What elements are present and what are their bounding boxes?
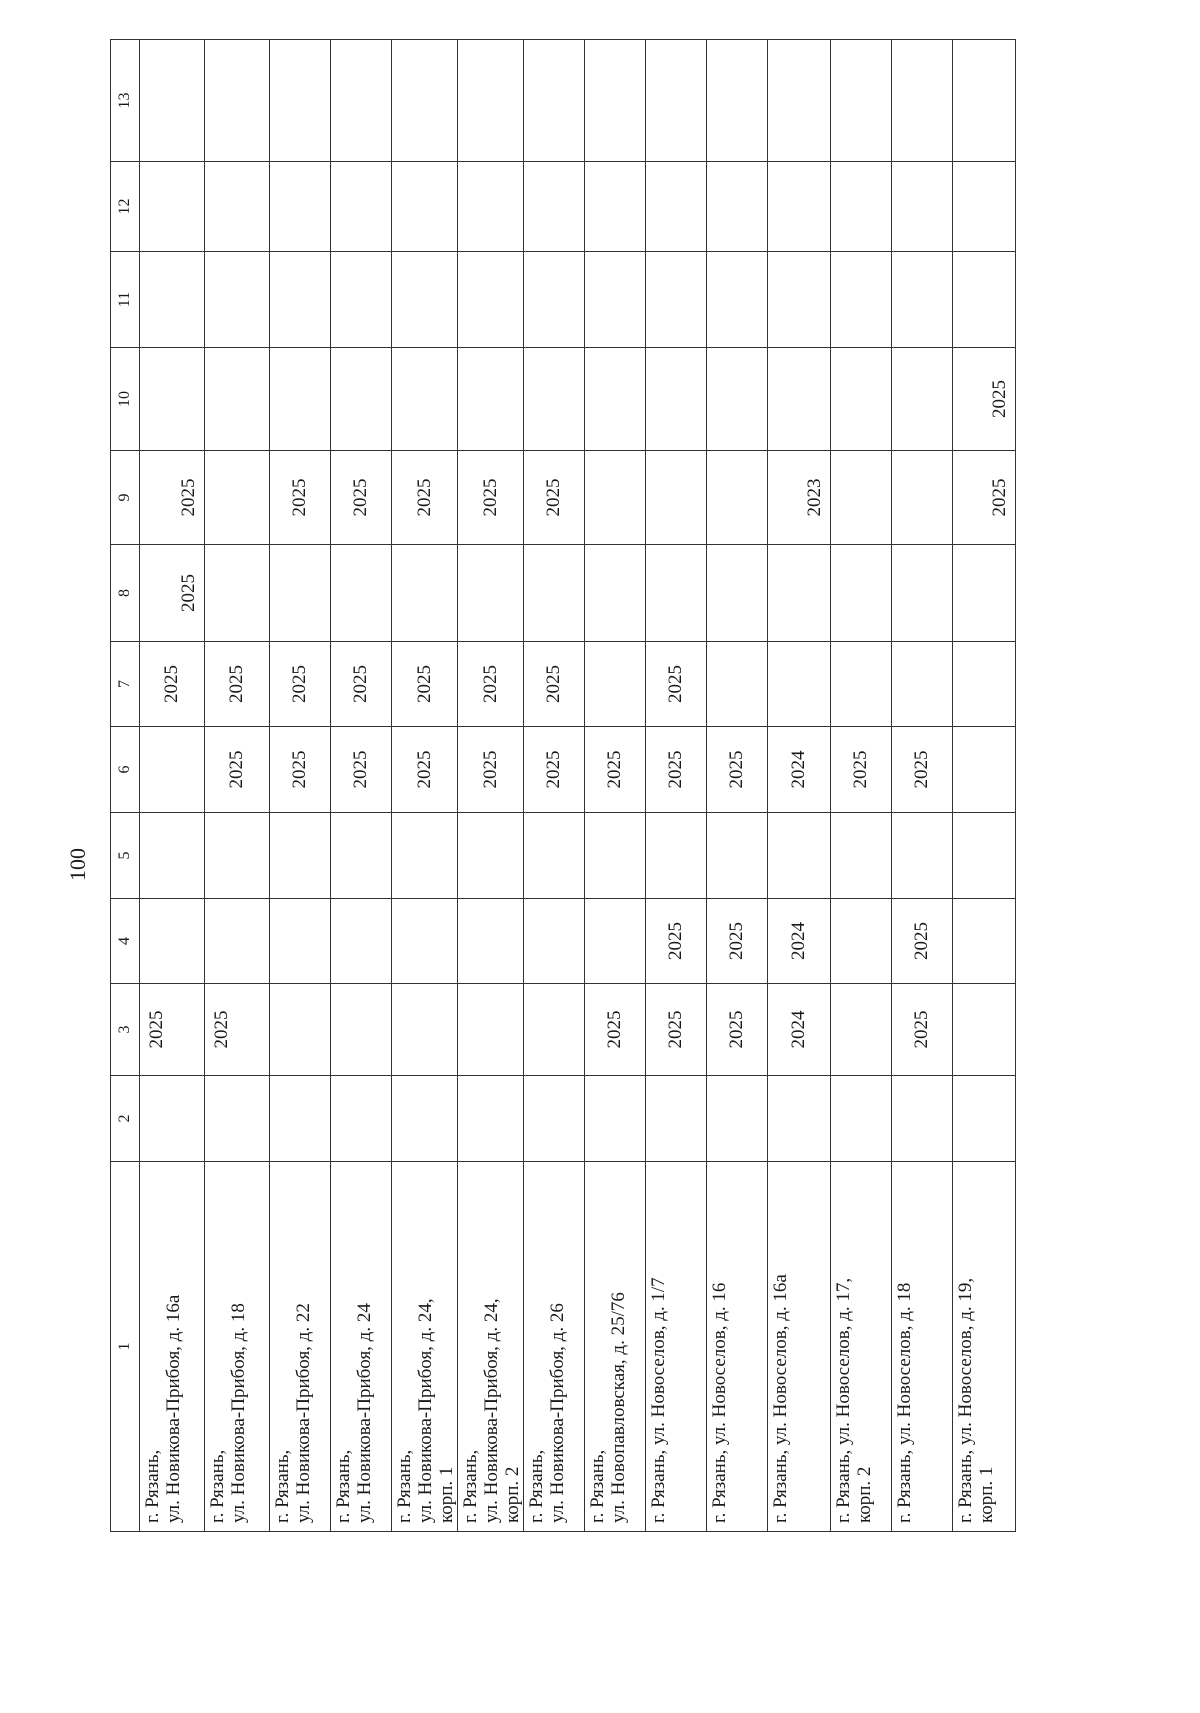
year-cell-col-6: 2024	[768, 727, 831, 813]
year-cell-col-5	[392, 813, 458, 899]
year-cell-col-7: 2025	[331, 642, 392, 727]
table-row	[205, 40, 270, 1532]
column-header-13: 13	[111, 40, 140, 162]
year-cell-col-4: 2025	[707, 899, 768, 984]
table-row	[768, 40, 831, 1532]
column-header-8: 8	[111, 545, 140, 642]
table-row	[331, 40, 392, 1532]
year-cell-col-11	[707, 252, 768, 348]
year-cell-col-6: 2025	[205, 727, 270, 813]
year-cell-col-8	[331, 545, 392, 642]
schedule-table-container	[110, 40, 1066, 1532]
year-cell-col-13	[524, 40, 585, 162]
year-cell-col-12	[585, 162, 646, 252]
year-cell-col-13	[768, 40, 831, 162]
year-cell-col-6: 2025	[585, 727, 646, 813]
year-cell-col-10	[331, 348, 392, 451]
year-cell-col-2	[707, 1076, 768, 1162]
year-cell-col-13	[953, 40, 1016, 162]
year-cell-col-3: 2025	[892, 984, 953, 1076]
year-cell-col-13	[140, 40, 205, 162]
year-cell-col-5	[458, 813, 524, 899]
year-cell-col-9: 2025	[458, 451, 524, 545]
table-row	[585, 40, 646, 1532]
year-cell-col-10	[270, 348, 331, 451]
column-header-6: 6	[111, 727, 140, 813]
year-cell-col-10	[140, 348, 205, 451]
year-cell-col-4	[831, 899, 892, 984]
year-cell-col-8	[831, 545, 892, 642]
column-header-7: 7	[111, 642, 140, 727]
column-header-9: 9	[111, 451, 140, 545]
year-cell-col-9: 2023	[768, 451, 831, 545]
year-cell-col-3: 2025	[646, 984, 707, 1076]
year-cell-col-8	[270, 545, 331, 642]
year-cell-col-3: 2024	[768, 984, 831, 1076]
address-cell: г. Рязань, ул. Новикова-Прибоя, д. 18	[205, 1162, 270, 1532]
year-cell-col-6: 2025	[270, 727, 331, 813]
year-cell-col-4	[331, 899, 392, 984]
year-cell-col-8	[646, 545, 707, 642]
year-cell-col-11	[331, 252, 392, 348]
year-cell-col-7: 2025	[270, 642, 331, 727]
year-cell-col-4	[270, 899, 331, 984]
year-cell-col-5	[270, 813, 331, 899]
year-cell-col-3	[331, 984, 392, 1076]
table-row	[953, 40, 1016, 1532]
year-cell-col-4	[140, 899, 205, 984]
year-cell-col-3	[953, 984, 1016, 1076]
year-cell-col-2	[331, 1076, 392, 1162]
year-cell-col-10	[524, 348, 585, 451]
year-cell-col-9	[646, 451, 707, 545]
year-cell-col-10	[831, 348, 892, 451]
year-cell-col-2	[524, 1076, 585, 1162]
year-cell-col-5	[524, 813, 585, 899]
table-row	[270, 40, 331, 1532]
address-cell: г. Рязань, ул. Новоселов, д. 18	[892, 1162, 953, 1532]
year-cell-col-7: 2025	[140, 642, 205, 727]
year-cell-col-9: 2025	[524, 451, 585, 545]
year-cell-col-12	[331, 162, 392, 252]
address-cell: г. Рязань, ул. Новикова-Прибоя, д. 24	[331, 1162, 392, 1532]
year-cell-col-9: 2025	[270, 451, 331, 545]
table-row	[392, 40, 458, 1532]
year-cell-col-10: 2025	[953, 348, 1016, 451]
year-cell-col-9	[892, 451, 953, 545]
year-cell-col-6: 2025	[646, 727, 707, 813]
year-cell-col-2	[831, 1076, 892, 1162]
year-cell-col-8	[458, 545, 524, 642]
year-cell-col-6: 2025	[707, 727, 768, 813]
year-cell-col-9	[205, 451, 270, 545]
year-cell-col-4: 2025	[646, 899, 707, 984]
year-cell-col-3	[392, 984, 458, 1076]
year-cell-col-6: 2025	[524, 727, 585, 813]
year-cell-col-11	[392, 252, 458, 348]
address-cell: г. Рязань, ул. Новикова-Прибоя, д. 24, корп. 1	[392, 1162, 458, 1532]
year-cell-col-13	[205, 40, 270, 162]
year-cell-col-11	[140, 252, 205, 348]
year-cell-col-3	[270, 984, 331, 1076]
year-cell-col-2	[768, 1076, 831, 1162]
table-row	[892, 40, 953, 1532]
year-cell-col-11	[585, 252, 646, 348]
column-header-1: 1	[111, 1162, 140, 1532]
year-cell-col-8	[953, 545, 1016, 642]
year-cell-col-5	[140, 813, 205, 899]
year-cell-col-2	[140, 1076, 205, 1162]
year-cell-col-7: 2025	[392, 642, 458, 727]
year-cell-col-10	[205, 348, 270, 451]
year-cell-col-11	[892, 252, 953, 348]
column-header-2: 2	[111, 1076, 140, 1162]
table-row	[524, 40, 585, 1532]
year-cell-col-4	[458, 899, 524, 984]
year-cell-col-12	[524, 162, 585, 252]
year-cell-col-5	[331, 813, 392, 899]
year-cell-col-5	[585, 813, 646, 899]
year-cell-col-4	[585, 899, 646, 984]
schedule-table	[110, 39, 1016, 1532]
year-cell-col-3: 2025	[140, 984, 205, 1076]
year-cell-col-11	[768, 252, 831, 348]
year-cell-col-6: 2025	[458, 727, 524, 813]
year-cell-col-10	[768, 348, 831, 451]
year-cell-col-11	[270, 252, 331, 348]
year-cell-col-13	[585, 40, 646, 162]
year-cell-col-3: 2025	[585, 984, 646, 1076]
year-cell-col-9: 2025	[331, 451, 392, 545]
year-cell-col-10	[892, 348, 953, 451]
address-cell: г. Рязань, ул. Новикова-Прибоя, д. 26	[524, 1162, 585, 1532]
year-cell-col-12	[768, 162, 831, 252]
year-cell-col-6: 2025	[392, 727, 458, 813]
year-cell-col-8	[768, 545, 831, 642]
year-cell-col-3	[524, 984, 585, 1076]
year-cell-col-2	[953, 1076, 1016, 1162]
table-row	[140, 40, 205, 1532]
year-cell-col-12	[892, 162, 953, 252]
year-cell-col-11	[524, 252, 585, 348]
address-cell: г. Рязань, ул. Новикова-Прибоя, д. 22	[270, 1162, 331, 1532]
year-cell-col-10	[392, 348, 458, 451]
year-cell-col-9: 2025	[953, 451, 1016, 545]
year-cell-col-8	[392, 545, 458, 642]
year-cell-col-11	[205, 252, 270, 348]
year-cell-col-11	[831, 252, 892, 348]
year-cell-col-13	[892, 40, 953, 162]
year-cell-col-5	[205, 813, 270, 899]
year-cell-col-7	[953, 642, 1016, 727]
year-cell-col-7	[707, 642, 768, 727]
year-cell-col-6: 2025	[892, 727, 953, 813]
year-cell-col-12	[458, 162, 524, 252]
year-cell-col-4	[953, 899, 1016, 984]
year-cell-col-9: 2025	[392, 451, 458, 545]
address-cell: г. Рязань, ул. Новоселов, д. 16а	[768, 1162, 831, 1532]
table-row	[831, 40, 892, 1532]
year-cell-col-12	[205, 162, 270, 252]
year-cell-col-6	[140, 727, 205, 813]
year-cell-col-6	[953, 727, 1016, 813]
year-cell-col-13	[646, 40, 707, 162]
year-cell-col-13	[270, 40, 331, 162]
year-cell-col-9	[585, 451, 646, 545]
year-cell-col-10	[646, 348, 707, 451]
address-cell: г. Рязань, ул. Новоселов, д. 1/7	[646, 1162, 707, 1532]
table-row	[707, 40, 768, 1532]
year-cell-col-11	[646, 252, 707, 348]
year-cell-col-4: 2024	[768, 899, 831, 984]
address-cell: г. Рязань, ул. Новоселов, д. 16	[707, 1162, 768, 1532]
year-cell-col-7: 2025	[205, 642, 270, 727]
year-cell-col-7	[892, 642, 953, 727]
year-cell-col-7	[831, 642, 892, 727]
year-cell-col-4: 2025	[892, 899, 953, 984]
year-cell-col-7: 2025	[646, 642, 707, 727]
year-cell-col-13	[392, 40, 458, 162]
year-cell-col-10	[707, 348, 768, 451]
column-header-3: 3	[111, 984, 140, 1076]
year-cell-col-9	[707, 451, 768, 545]
year-cell-col-4	[205, 899, 270, 984]
year-cell-col-5	[768, 813, 831, 899]
table-row	[458, 40, 524, 1532]
column-header-4: 4	[111, 899, 140, 984]
year-cell-col-12	[953, 162, 1016, 252]
table-header-row	[111, 40, 140, 1532]
year-cell-col-5	[831, 813, 892, 899]
year-cell-col-8	[524, 545, 585, 642]
year-cell-col-2	[585, 1076, 646, 1162]
year-cell-col-4	[392, 899, 458, 984]
year-cell-col-12	[140, 162, 205, 252]
year-cell-col-12	[392, 162, 458, 252]
year-cell-col-5	[892, 813, 953, 899]
column-header-11: 11	[111, 252, 140, 348]
year-cell-col-5	[953, 813, 1016, 899]
year-cell-col-5	[646, 813, 707, 899]
year-cell-col-10	[585, 348, 646, 451]
address-cell: г. Рязань, ул. Новопавловская, д. 25/76	[585, 1162, 646, 1532]
column-header-10: 10	[111, 348, 140, 451]
year-cell-col-4	[524, 899, 585, 984]
year-cell-col-12	[707, 162, 768, 252]
year-cell-col-3: 2025	[205, 984, 270, 1076]
year-cell-col-2	[205, 1076, 270, 1162]
year-cell-col-11	[458, 252, 524, 348]
year-cell-col-6: 2025	[331, 727, 392, 813]
year-cell-col-7: 2025	[524, 642, 585, 727]
year-cell-col-7: 2025	[458, 642, 524, 727]
address-cell: г. Рязань, ул. Новикова-Прибоя, д. 16а	[140, 1162, 205, 1532]
year-cell-col-3: 2025	[707, 984, 768, 1076]
table-row	[646, 40, 707, 1532]
year-cell-col-10	[458, 348, 524, 451]
year-cell-col-12	[270, 162, 331, 252]
table-body	[140, 40, 1016, 1532]
year-cell-col-2	[646, 1076, 707, 1162]
page-number: 100	[65, 848, 90, 881]
year-cell-col-13	[831, 40, 892, 162]
year-cell-col-3	[831, 984, 892, 1076]
year-cell-col-6: 2025	[831, 727, 892, 813]
column-header-12: 12	[111, 162, 140, 252]
year-cell-col-8	[707, 545, 768, 642]
year-cell-col-2	[392, 1076, 458, 1162]
year-cell-col-13	[458, 40, 524, 162]
column-header-5: 5	[111, 813, 140, 899]
year-cell-col-12	[831, 162, 892, 252]
address-cell: г. Рязань, ул. Новоселов, д. 19, корп. 1	[953, 1162, 1016, 1532]
year-cell-col-2	[458, 1076, 524, 1162]
year-cell-col-9: 2025	[140, 451, 205, 545]
year-cell-col-5	[707, 813, 768, 899]
year-cell-col-3	[458, 984, 524, 1076]
year-cell-col-8	[205, 545, 270, 642]
year-cell-col-8	[585, 545, 646, 642]
year-cell-col-9	[831, 451, 892, 545]
year-cell-col-11	[953, 252, 1016, 348]
year-cell-col-13	[331, 40, 392, 162]
year-cell-col-2	[892, 1076, 953, 1162]
year-cell-col-13	[707, 40, 768, 162]
year-cell-col-7	[768, 642, 831, 727]
address-cell: г. Рязань, ул. Новоселов, д. 17, корп. 2	[831, 1162, 892, 1532]
year-cell-col-8: 2025	[140, 545, 205, 642]
year-cell-col-7	[585, 642, 646, 727]
year-cell-col-8	[892, 545, 953, 642]
address-cell: г. Рязань, ул. Новикова-Прибоя, д. 24, корп. 2	[458, 1162, 524, 1532]
year-cell-col-12	[646, 162, 707, 252]
year-cell-col-2	[270, 1076, 331, 1162]
